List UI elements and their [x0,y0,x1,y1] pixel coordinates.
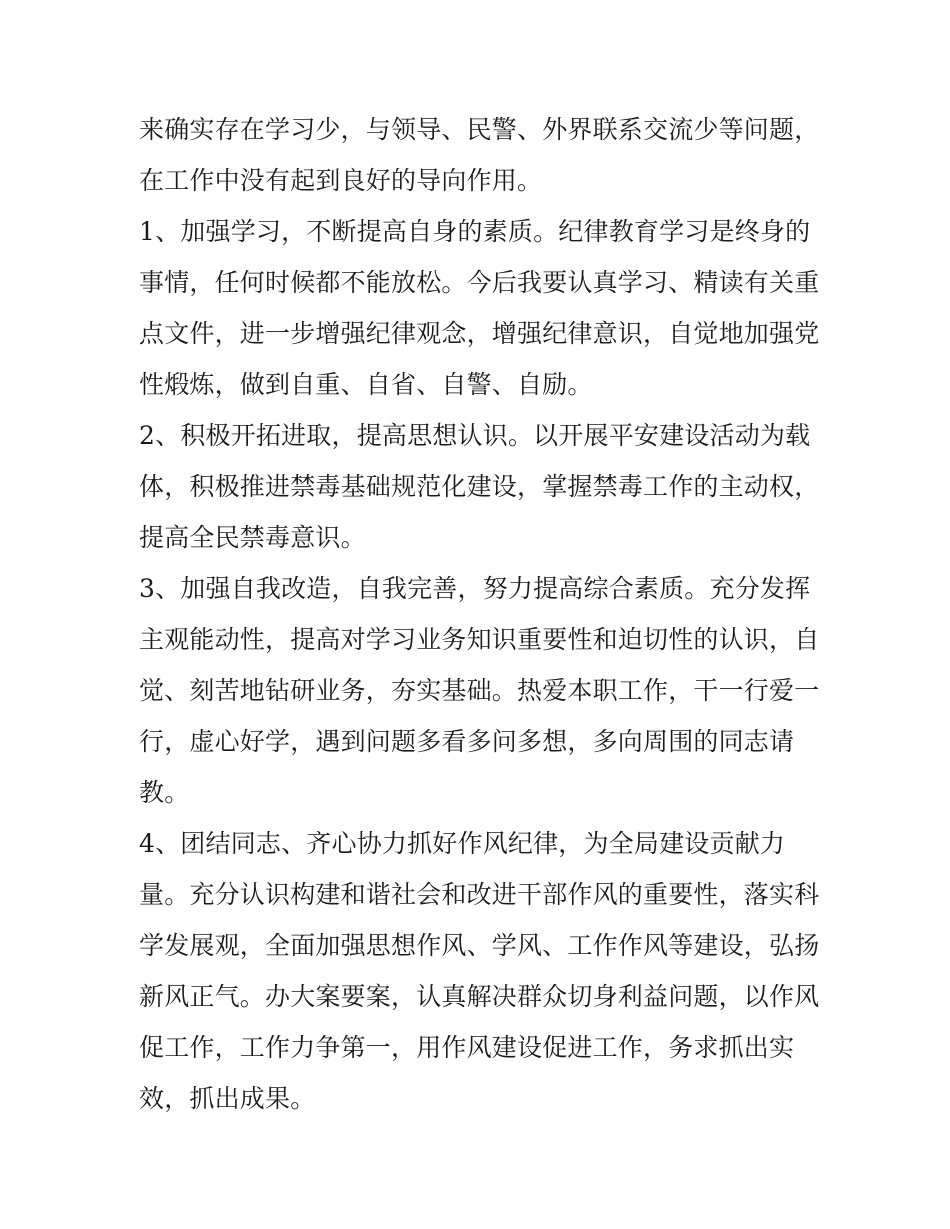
text-line: 点文件，进一步增强纪律观念，增强纪律意识，自觉地加强党 [139,319,820,348]
text-line: 来确实存在学习少，与领导、民警、外界联系交流少等问题， [139,115,820,144]
text-line: 事情，任何时候都不能放松。今后我要认真学习、精读有关重 [139,268,820,297]
text-line: 体，积极推进禁毒基础规范化建设，掌握禁毒工作的主动权， [139,472,820,501]
text-line: 在工作中没有起到良好的导向作用。 [139,166,543,195]
text-line: 行，虚心好学，遇到问题多看多问多想，多向周围的同志请 [139,727,795,756]
text-line: 新风正气。办大案要案，认真解决群众切身利益问题，以作风 [139,982,820,1011]
text-line: 效，抓出成果。 [139,1084,316,1113]
text-line: 量。充分认识构建和谐社会和改进干部作风的重要性，落实科 [139,880,820,909]
text-line: 主观能动性，提高对学习业务知识重要性和迫切性的认识，自 [139,625,820,654]
text-line: 学发展观，全面加强思想作风、学风、工作作风等建设，弘扬 [139,931,820,960]
document-body [139,104,819,1124]
text-line: 觉、刻苦地钻研业务，夯实基础。热爱本职工作，干一行爱一 [139,676,820,705]
text-line: 促工作，工作力争第一，用作风建设促进工作，务求抓出实 [139,1033,795,1062]
text-line: 性煅炼，做到自重、自省、自警、自励。 [139,370,593,399]
text-line: 提高全民禁毒意识。 [139,523,366,552]
text-line: 3、加强自我改造，自我完善，努力提高综合素质。充分发挥 [139,574,811,603]
text-line: 教。 [139,778,190,807]
text-line: 1、加强学习，不断提高自身的素质。纪律教育学习是终身的 [139,217,811,246]
text-line: 4、团结同志、齐心协力抓好作风纪律，为全局建设贡献力 [139,829,786,858]
text-line: 2、积极开拓进取，提高思想认识。以开展平安建设活动为载 [139,421,811,450]
